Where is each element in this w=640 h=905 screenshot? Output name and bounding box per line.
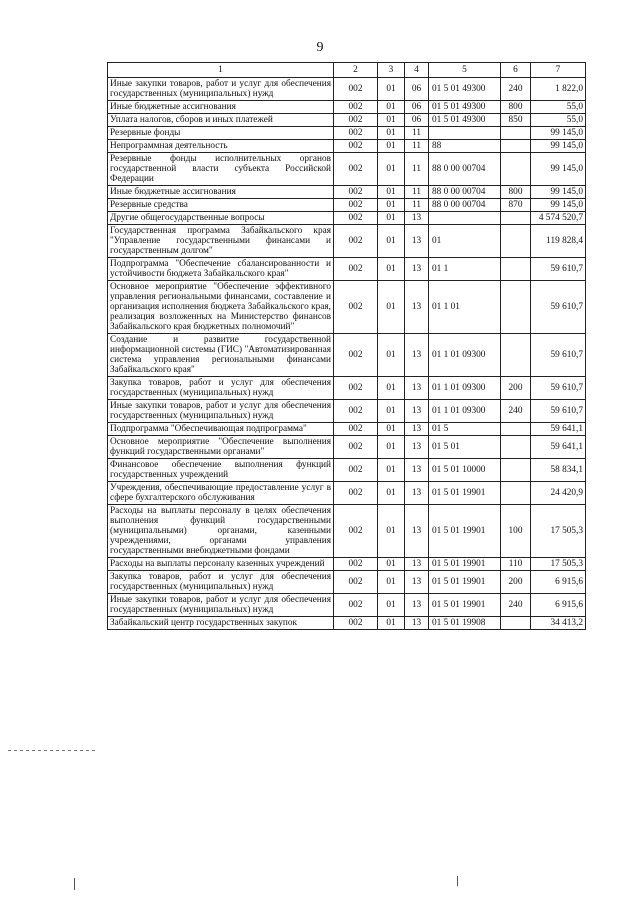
subsection-cell: 13 [405,482,429,505]
amount-cell: 59 610,7 [531,281,586,334]
amount-cell: 59 610,7 [531,334,586,377]
section-cell: 01 [378,400,405,423]
section-cell: 01 [378,140,405,153]
expense-type-cell [501,140,531,153]
table-row [108,78,586,101]
table-header-row [108,63,586,78]
ministry-code-cell: 002 [334,334,378,377]
target-article-cell: 01 1 01 09300 [429,377,501,400]
section-cell: 01 [378,258,405,281]
amount-cell: 58 834,1 [531,459,586,482]
section-cell: 01 [378,423,405,436]
ministry-code-cell: 002 [334,101,378,114]
row-name-cell: Резервные фонды исполнительных органов государственной власти субъекта Российской Федерации [108,153,334,186]
section-cell: 01 [378,482,405,505]
ministry-code-cell: 002 [334,571,378,594]
column-header: 7 [531,63,586,78]
amount-cell: 99 145,0 [531,127,586,140]
ministry-code-cell: 002 [334,153,378,186]
target-article-cell: 01 1 01 [429,281,501,334]
amount-cell: 6 915,6 [531,571,586,594]
subsection-cell: 13 [405,571,429,594]
expense-type-cell: 110 [501,558,531,571]
ministry-code-cell: 002 [334,436,378,459]
table-row [108,281,586,334]
table-row [108,558,586,571]
target-article-cell: 01 5 01 19901 [429,482,501,505]
row-name-cell: Закупка товаров, работ и услуг для обеспечения государственных (муниципальных) нужд [108,571,334,594]
amount-cell: 6 915,6 [531,594,586,617]
section-cell: 01 [378,114,405,127]
amount-cell: 55,0 [531,101,586,114]
expense-type-cell [501,459,531,482]
row-name-cell: Основное мероприятие "Обеспечение эффективного управления региональными финансами, составление и организация исполнения бюджета Забайкальского края, реализация возложенных на Министерство финансов Забайкальского края бюджетных полномочий" [108,281,334,334]
ministry-code-cell: 002 [334,594,378,617]
target-article-cell [429,127,501,140]
target-article-cell: 01 5 01 49300 [429,101,501,114]
section-cell: 01 [378,281,405,334]
section-cell: 01 [378,558,405,571]
ministry-code-cell: 002 [334,212,378,225]
row-name-cell: Подпрограмма "Обеспечивающая подпрограмма" [108,423,334,436]
subsection-cell: 13 [405,558,429,571]
amount-cell: 17 505,3 [531,558,586,571]
table-row [108,617,586,630]
row-name-cell: Иные бюджетные ассигнования [108,186,334,199]
section-cell: 01 [378,186,405,199]
column-header: 3 [378,63,405,78]
expense-type-cell: 200 [501,377,531,400]
amount-cell: 99 145,0 [531,140,586,153]
section-cell: 01 [378,199,405,212]
scan-artifact-mark [74,878,75,890]
row-name-cell: Финансовое обеспечение выполнения функций государственных учреждений [108,459,334,482]
row-name-cell: Иные закупки товаров, работ и услуг для обеспечения государственных (муниципальных) нужд [108,78,334,101]
expense-type-cell: 100 [501,505,531,558]
table-row [108,212,586,225]
target-article-cell: 01 [429,225,501,258]
row-name-cell: Другие общегосударственные вопросы [108,212,334,225]
amount-cell: 59 641,1 [531,423,586,436]
expense-type-cell [501,334,531,377]
amount-cell: 4 574 520,7 [531,212,586,225]
amount-cell: 34 413,2 [531,617,586,630]
row-name-cell: Непрограммная деятельность [108,140,334,153]
section-cell: 01 [378,436,405,459]
ministry-code-cell: 002 [334,281,378,334]
table-row [108,258,586,281]
expense-type-cell: 240 [501,400,531,423]
ministry-code-cell: 002 [334,140,378,153]
section-cell: 01 [378,594,405,617]
subsection-cell: 11 [405,186,429,199]
ministry-code-cell: 002 [334,505,378,558]
expense-type-cell: 800 [501,101,531,114]
expense-type-cell [501,212,531,225]
expense-type-cell [501,436,531,459]
table-row [108,127,586,140]
table-row [108,377,586,400]
target-article-cell: 01 5 01 19901 [429,571,501,594]
table-row [108,101,586,114]
ministry-code-cell: 002 [334,377,378,400]
budget-table [107,62,586,630]
ministry-code-cell: 002 [334,558,378,571]
row-name-cell: Создание и развитие государственной информационной системы (ГИС) "Автоматизированная система управления региональными финансами Забайкальского края" [108,334,334,377]
table-row [108,436,586,459]
table-row [108,459,586,482]
expense-type-cell [501,482,531,505]
scan-artifact-mark [457,876,458,886]
row-name-cell: Иные бюджетные ассигнования [108,101,334,114]
ministry-code-cell: 002 [334,114,378,127]
row-name-cell: Закупка товаров, работ и услуг для обеспечения государственных (муниципальных) нужд [108,377,334,400]
row-name-cell: Расходы на выплаты персоналу в целях обеспечения выполнения функций государственными (муниципальными) органами, казенными учреждениями, органами управления государственными внебюджетными фондами [108,505,334,558]
table-row [108,199,586,212]
row-name-cell: Основное мероприятие "Обеспечение выполнения функций государственными органами" [108,436,334,459]
section-cell: 01 [378,225,405,258]
table-row [108,140,586,153]
section-cell: 01 [378,153,405,186]
section-cell: 01 [378,377,405,400]
subsection-cell: 13 [405,225,429,258]
amount-cell: 99 145,0 [531,199,586,212]
ministry-code-cell: 002 [334,482,378,505]
amount-cell: 55,0 [531,114,586,127]
expense-type-cell [501,225,531,258]
table-row [108,114,586,127]
amount-cell: 59 610,7 [531,377,586,400]
table-row [108,334,586,377]
expense-type-cell [501,258,531,281]
ministry-code-cell: 002 [334,258,378,281]
target-article-cell: 01 5 01 10000 [429,459,501,482]
subsection-cell: 11 [405,140,429,153]
row-name-cell: Учреждения, обеспечивающие предоставление услуг в сфере бухгалтерского обслуживания [108,482,334,505]
ministry-code-cell: 002 [334,400,378,423]
section-cell: 01 [378,459,405,482]
table-row [108,482,586,505]
subsection-cell: 06 [405,78,429,101]
amount-cell: 99 145,0 [531,153,586,186]
column-header: 6 [501,63,531,78]
target-article-cell: 01 5 01 19901 [429,558,501,571]
target-article-cell: 01 5 01 [429,436,501,459]
subsection-cell: 13 [405,334,429,377]
ministry-code-cell: 002 [334,127,378,140]
expense-type-cell: 240 [501,78,531,101]
scan-artifact-line [8,750,98,751]
row-name-cell: Уплата налогов, сборов и иных платежей [108,114,334,127]
ministry-code-cell: 002 [334,199,378,212]
target-article-cell: 01 5 01 49300 [429,78,501,101]
amount-cell: 59 641,1 [531,436,586,459]
subsection-cell: 13 [405,212,429,225]
ministry-code-cell: 002 [334,459,378,482]
expense-type-cell: 850 [501,114,531,127]
table-row [108,423,586,436]
subsection-cell: 13 [405,459,429,482]
target-article-cell: 01 5 01 49300 [429,114,501,127]
subsection-cell: 13 [405,617,429,630]
target-article-cell: 01 1 01 09300 [429,400,501,423]
table-row [108,153,586,186]
amount-cell: 17 505,3 [531,505,586,558]
target-article-cell: 01 5 01 19901 [429,505,501,558]
table-row [108,225,586,258]
row-name-cell: Резервные средства [108,199,334,212]
subsection-cell: 13 [405,505,429,558]
row-name-cell: Забайкальский центр государственных закупок [108,617,334,630]
amount-cell: 59 610,7 [531,400,586,423]
target-article-cell: 01 5 01 19908 [429,617,501,630]
subsection-cell: 13 [405,594,429,617]
section-cell: 01 [378,78,405,101]
subsection-cell: 11 [405,199,429,212]
row-name-cell: Государственная программа Забайкальского края "Управление государственными финансами и государственным долгом" [108,225,334,258]
target-article-cell: 88 [429,140,501,153]
subsection-cell: 13 [405,258,429,281]
table-row [108,505,586,558]
expense-type-cell: 800 [501,186,531,199]
table-row [108,186,586,199]
section-cell: 01 [378,571,405,594]
target-article-cell: 01 1 [429,258,501,281]
table-row [108,571,586,594]
ministry-code-cell: 002 [334,617,378,630]
column-header: 4 [405,63,429,78]
target-article-cell: 88 0 00 00704 [429,199,501,212]
table-row [108,400,586,423]
target-article-cell [429,212,501,225]
row-name-cell: Резервные фонды [108,127,334,140]
row-name-cell: Иные закупки товаров, работ и услуг для обеспечения государственных (муниципальных) нужд [108,400,334,423]
subsection-cell: 13 [405,377,429,400]
row-name-cell: Расходы на выплаты персоналу казенных учреждений [108,558,334,571]
subsection-cell: 13 [405,400,429,423]
expense-type-cell [501,127,531,140]
target-article-cell: 01 1 01 09300 [429,334,501,377]
amount-cell: 119 828,4 [531,225,586,258]
section-cell: 01 [378,212,405,225]
column-header: 2 [334,63,378,78]
expense-type-cell [501,423,531,436]
table-row [108,594,586,617]
row-name-cell: Иные закупки товаров, работ и услуг для обеспечения государственных (муниципальных) нужд [108,594,334,617]
subsection-cell: 06 [405,114,429,127]
section-cell: 01 [378,101,405,114]
amount-cell: 1 822,0 [531,78,586,101]
column-header: 1 [108,63,334,78]
column-header: 5 [429,63,501,78]
expense-type-cell [501,153,531,186]
table-body [108,78,586,630]
row-name-cell: Подпрограмма "Обеспечение сбалансированности и устойчивости бюджета Забайкальского края" [108,258,334,281]
subsection-cell: 13 [405,281,429,334]
section-cell: 01 [378,505,405,558]
subsection-cell: 11 [405,127,429,140]
subsection-cell: 11 [405,153,429,186]
target-article-cell: 01 5 [429,423,501,436]
expense-type-cell: 870 [501,199,531,212]
ministry-code-cell: 002 [334,225,378,258]
subsection-cell: 13 [405,423,429,436]
expense-type-cell [501,281,531,334]
expense-type-cell: 240 [501,594,531,617]
ministry-code-cell: 002 [334,186,378,199]
subsection-cell: 13 [405,436,429,459]
ministry-code-cell: 002 [334,78,378,101]
ministry-code-cell: 002 [334,423,378,436]
amount-cell: 24 420,9 [531,482,586,505]
amount-cell: 59 610,7 [531,258,586,281]
subsection-cell: 06 [405,101,429,114]
expense-type-cell [501,617,531,630]
target-article-cell: 88 0 00 00704 [429,186,501,199]
target-article-cell: 88 0 00 00704 [429,153,501,186]
amount-cell: 99 145,0 [531,186,586,199]
section-cell: 01 [378,127,405,140]
section-cell: 01 [378,334,405,377]
page-number: 9 [316,40,324,55]
section-cell: 01 [378,617,405,630]
expense-type-cell: 200 [501,571,531,594]
target-article-cell: 01 5 01 19901 [429,594,501,617]
